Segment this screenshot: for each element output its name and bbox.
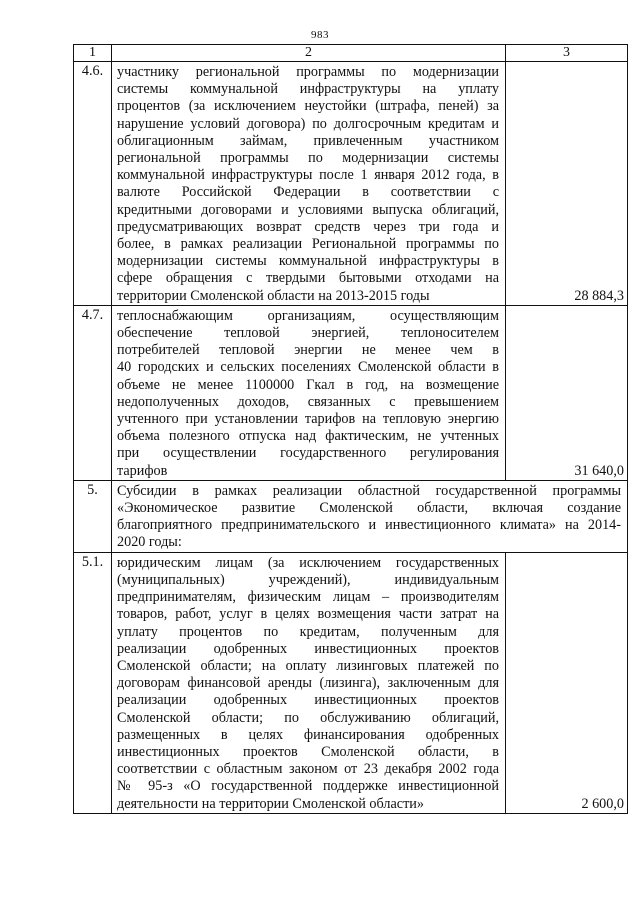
section-title <box>112 480 628 552</box>
text-line: потребителей тепловой энергии не менее чем в <box>117 342 499 359</box>
row-amount: 31 640,0 <box>506 305 628 480</box>
row-amount: 2 600,0 <box>506 552 628 813</box>
row-description <box>112 552 506 813</box>
text-line: облигационным займам, привлеченным участником <box>117 132 499 149</box>
text-line: предпринимателям, физическим лицам – производителям <box>117 589 499 606</box>
header-col-3: 3 <box>506 45 628 62</box>
text-line: 40 городских и сельских поселениях Смоленской области в <box>117 359 499 376</box>
text-line: нарушение условий договора) по долгосрочным кредитам и <box>117 115 499 132</box>
table-row <box>74 552 628 813</box>
text-line: деятельности на территории Смоленской области» <box>117 795 424 812</box>
page-number: 983 <box>311 29 329 41</box>
text-line: тарифов <box>117 462 168 479</box>
row-number: 4.7. <box>74 305 112 480</box>
table-header-row <box>74 45 628 62</box>
text-line: товаров, работ, услуг в целях возмещения части затрат на <box>117 606 499 623</box>
row-amount: 28 884,3 <box>506 62 628 306</box>
row-number: 5.1. <box>74 552 112 813</box>
text-line: учтенного при установлении тарифов на тепловую энергию <box>117 411 499 428</box>
text-line: предусматривающих возврат средств через три года и <box>117 218 499 235</box>
row-number: 5. <box>74 480 112 552</box>
text-line: при осуществлении государственного регулирования <box>117 445 499 462</box>
text-line: соответствии с областным законом от 23 декабря 2002 года <box>117 761 499 778</box>
row-description <box>112 62 506 306</box>
text-line: объема полезного отпуска над фактическим, не учтенных <box>117 428 499 445</box>
row-description <box>112 305 506 480</box>
text-line: размещенных в целях финансирования одобренных <box>117 726 499 743</box>
text-line: Смоленской области; по обслуживанию облигаций, <box>117 709 499 726</box>
text-line: территории Смоленской области на 2013-2015 годы <box>117 287 430 304</box>
text-line: Субсидии в рамках реализации областной государственной программы <box>117 482 621 499</box>
text-line: теплоснабжающим организациям, осуществляющим <box>117 307 499 324</box>
row-number: 4.6. <box>74 62 112 306</box>
text-line: юридическим лицам (за исключением государственных <box>117 554 499 571</box>
text-line: 2020 годы: <box>117 534 182 551</box>
text-line: уплату процентов по кредитам, полученным для <box>117 623 499 640</box>
text-line: процентов (за исключением неустойки (штрафа, пеней) за <box>117 98 499 115</box>
text-line: (муниципальных) учреждений), индивидуальным <box>117 571 499 588</box>
text-line: инвестиционных проектов Смоленской области, в <box>117 743 499 760</box>
budget-table <box>73 44 628 814</box>
text-line: сфере обращения с твердыми бытовыми отходами на <box>117 270 499 287</box>
text-line: региональной программы по модернизации системы <box>117 150 499 167</box>
text-line: системы коммунальной инфраструктуры на уплату <box>117 81 499 98</box>
text-line: более, в рамках реализации Региональной программы по <box>117 236 499 253</box>
text-line: объеме не менее 1100000 Гкал в год, на возмещение <box>117 376 499 393</box>
text-line: участнику региональной программы по модернизации <box>117 64 499 80</box>
text-line: благоприятного предпринимательского и инвестиционного климата» на 2014- <box>117 517 621 534</box>
header-col-2: 2 <box>112 45 506 62</box>
text-line: № 95-з «О государственной поддержке инвестиционной <box>117 778 499 795</box>
text-line: модернизации системы коммунальной инфраструктуры в <box>117 253 499 270</box>
text-line: кредитными договорами и условиями выпуска облигаций, <box>117 201 499 218</box>
text-line: реализации одобренных инвестиционных проектов <box>117 640 499 657</box>
text-line: договорам финансовой аренды (лизинга), заключенным для <box>117 675 499 692</box>
text-line: реализации одобренных инвестиционных проектов <box>117 692 499 709</box>
text-line: коммунальной инфраструктуры после 1 января 2012 года, в <box>117 167 499 184</box>
header-col-1: 1 <box>74 45 112 62</box>
table-row <box>74 305 628 480</box>
table-row <box>74 62 628 306</box>
text-line: «Экономическое развитие Смоленской области, включая создание <box>117 500 621 517</box>
text-line: Смоленской области; на оплату лизинговых платежей по <box>117 657 499 674</box>
text-line: обеспечение тепловой энергией, теплоносителем <box>117 325 499 342</box>
text-line: валюте Российской Федерации в соответствии с <box>117 184 499 201</box>
text-line: недополученных доходов, связанных с превышением <box>117 393 499 410</box>
section-row <box>74 480 628 552</box>
